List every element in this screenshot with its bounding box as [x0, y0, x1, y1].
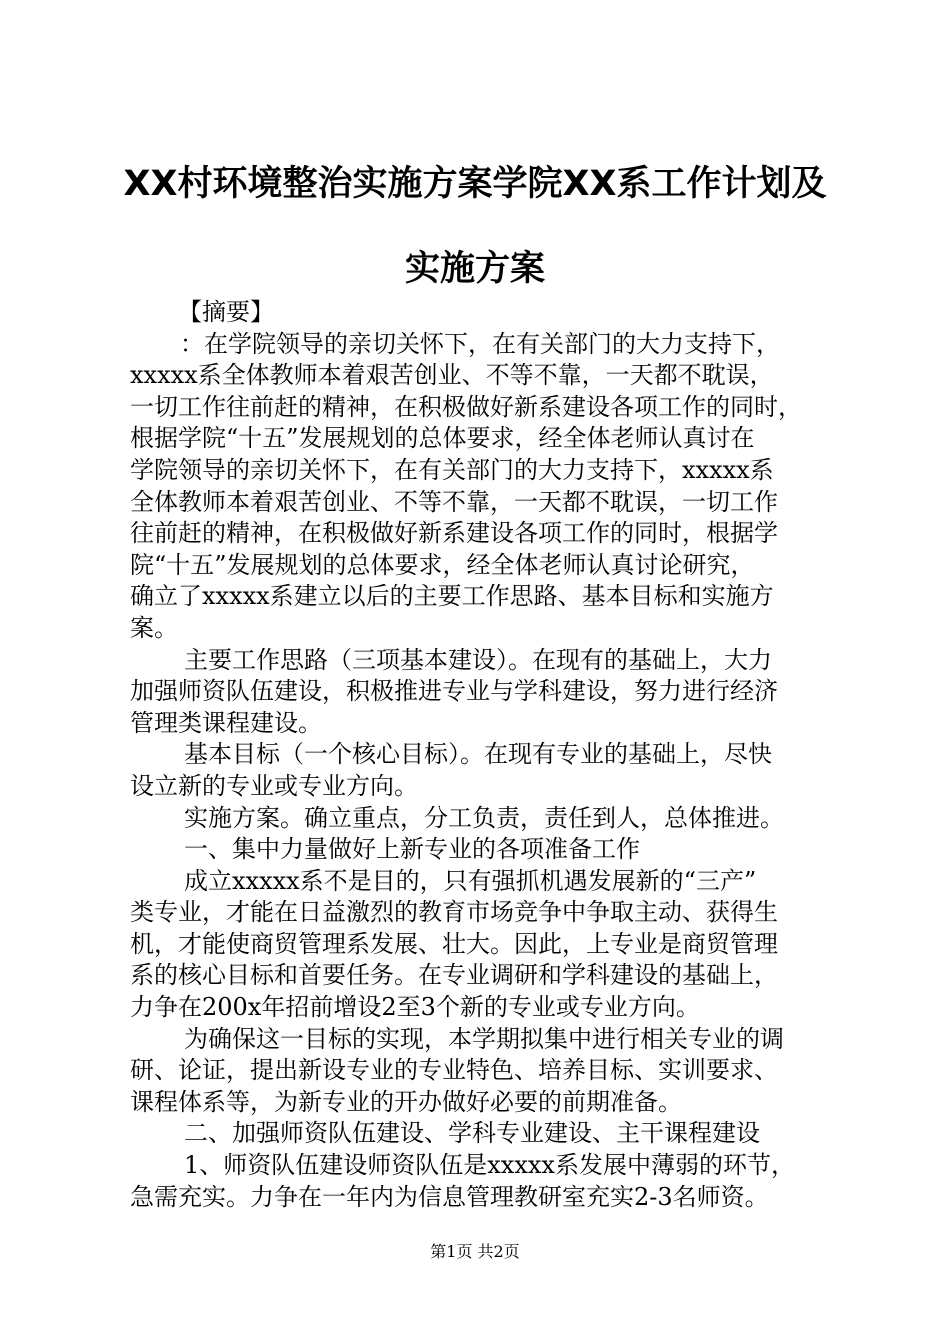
text-line: 一切工作往前赶的精神，在积极做好新系建设各项工作的同时，	[130, 392, 802, 421]
document-body	[130, 297, 840, 1213]
text-line: 全体教师本着艰苦创业、不等不靠，一天都不耽误，一切工作	[130, 487, 778, 516]
text-line: 1、师资队伍建设师资队伍是xxxxx系发展中薄弱的环节，	[184, 1151, 795, 1180]
text-line: 研、论证，提出新设专业的专业特色、培养目标、实训要求、	[130, 1056, 778, 1085]
text-line: xxxxx系全体教师本着艰苦创业、不等不靠，一天都不耽误，	[130, 361, 774, 390]
text-line: 力争在200x年招前增设2至3个新的专业或专业方向。	[130, 993, 700, 1022]
text-line: 管理类课程建设。	[130, 708, 322, 737]
text-line: 实施方案。确立重点，分工负责，责任到人，总体推进。	[184, 803, 784, 832]
document-title-line-2: 实施方案	[404, 249, 545, 289]
text-line: 加强师资队伍建设，积极推进专业与学科建设，努力进行经济	[130, 677, 778, 706]
text-line: 系的核心目标和首要任务。在专业调研和学科建设的基础上，	[130, 961, 778, 990]
text-line: 根据学院“十五”发展规划的总体要求，经全体老师认真讨在	[130, 424, 755, 453]
text-line: 院“十五”发展规划的总体要求，经全体老师认真讨论研究，	[130, 550, 755, 579]
section-heading: 一、集中力量做好上新专业的各项准备工作	[184, 835, 640, 864]
page-number: 第1页 共2页	[430, 1242, 520, 1261]
text-line: 急需充实。力争在一年内为信息管理教研室充实2-3名师资。	[130, 1182, 769, 1211]
text-line: 往前赶的精神，在积极做好新系建设各项工作的同时，根据学	[130, 519, 778, 548]
text-line: 设立新的专业或专业方向。	[130, 771, 418, 800]
section-heading: 二、加强师资队伍建设、学科专业建设、主干课程建设	[184, 1119, 760, 1148]
text-line: 案。	[130, 613, 178, 642]
text-line: 主要工作思路（三项基本建设）。在现有的基础上，大力	[184, 645, 772, 674]
text-line: 课程体系等，为新专业的开办做好必要的前期准备。	[130, 1087, 682, 1116]
text-line: ：在学院领导的亲切关怀下，在有关部门的大力支持下，	[180, 329, 780, 358]
abstract-heading: 【摘要】	[178, 298, 274, 326]
text-line: 为确保这一目标的实现，本学期拟集中进行相关专业的调	[184, 1024, 784, 1053]
text-line: 类专业，才能在日益激烈的教育市场竞争中争取主动、获得生	[130, 898, 778, 927]
text-line: 成立xxxxx系不是目的，只有强抓机遇发展新的“三产”	[184, 866, 757, 895]
text-line: 基本目标（一个核心目标）。在现有专业的基础上，尽快	[184, 740, 772, 769]
text-line: 学院领导的亲切关怀下，在有关部门的大力支持下，xxxxx系	[130, 455, 774, 484]
document-title-line-1: XX村环境整治实施方案学院XX系工作计划及	[123, 164, 827, 204]
text-line: 机，才能使商贸管理系发展、壮大。因此，上专业是商贸管理	[130, 929, 778, 958]
text-line: 确立了xxxxx系建立以后的主要工作思路、基本目标和实施方	[130, 582, 774, 611]
